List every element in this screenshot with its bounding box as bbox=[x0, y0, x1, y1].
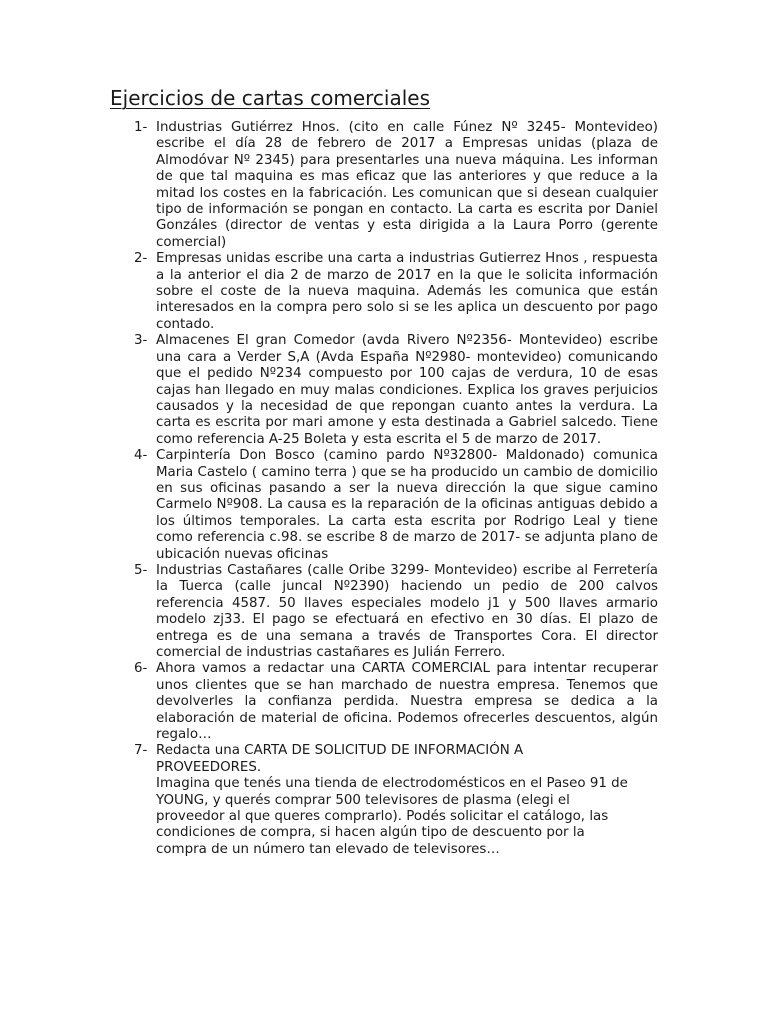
exercise-number: 2- bbox=[134, 251, 148, 267]
exercise-number: 6- bbox=[134, 661, 148, 677]
exercise-number: 5- bbox=[134, 562, 148, 578]
exercise-line: Imagina que tenés una tienda de electrodomésticos en el Paseo 91 de bbox=[156, 776, 628, 792]
exercise-text: Almacenes El gran Comedor (avda Rivero Nº2356- Montevideo) escribe una cara a Verder S,A (Avda España Nº2980- montevideo) comunicando que el pedido Nº234 compuesto por 100 cajas de verdura, 10 de esas cajas han llegado en muy malas condiciones. Explica los graves perjuicios causados y la necesidad de que repongan cuanto antes la verdura. La carta es escrita por mari amone y esta destinada a Gabriel salcedo. Tiene como referencia A-25 Boleta y esta escrita el 5 de marzo de 2017. bbox=[156, 333, 658, 447]
document-title: Ejercicios de cartas comerciales bbox=[110, 86, 430, 110]
exercise-number: 4- bbox=[134, 448, 148, 464]
exercise-number: 1- bbox=[134, 120, 148, 135]
exercise-item-7 bbox=[134, 743, 658, 858]
exercise-item-2 bbox=[134, 251, 658, 333]
exercise-line: Redacta una CARTA DE SOLICITUD DE INFORMACIÓN A bbox=[156, 743, 524, 759]
exercise-item-5 bbox=[134, 563, 658, 661]
exercise-text: Industrias Castañares (calle Oribe 3299- Montevideo) escribe al Ferretería la Tuerca (calle juncal Nº2390) haciendo un pedio de 200 calvos referencia 4587. 50 llaves especiales modelo j1 y 500 llaves armario modelo zj33. El pago se efectuará en efectivo en 30 días. El plazo de entrega es de una semana a través de Transportes Cora. El director comercial de industrias castañares es Julián Ferrero. bbox=[156, 562, 658, 660]
exercise-text: Empresas unidas escribe una carta a industrias Gutierrez Hnos , respuesta a la anterior el dia 2 de marzo de 2017 en la que le solicita información sobre el coste de la nueva maquina. Además les comunica que están interesados en la compra pero solo si se les aplica un descuento por pago contado. bbox=[156, 251, 658, 332]
exercise-line: PROVEEDORES. bbox=[156, 759, 262, 775]
exercise-text: Industrias Gutiérrez Hnos. (cito en calle Fúnez Nº 3245- Montevideo) escribe el día 28 de febrero de 2017 a Empresas unidas (plaza de Almodóvar Nº 2345) para presentarles una nueva máquina. Les informan de que tal maquina es mas eficaz que las anteriores y que reduce a la mitad los costes en la fabricación. Les comunican que si desean cualquier tipo de información se pongan en contacto. La carta es escrita por Daniel Gonzáles (director de ventas y esta dirigida a la Laura Porro (gerente comercial) bbox=[156, 120, 658, 250]
exercise-item-4 bbox=[134, 448, 658, 563]
exercise-number: 7- bbox=[134, 743, 148, 759]
exercise-list bbox=[134, 120, 658, 858]
exercise-item-3 bbox=[134, 333, 658, 448]
exercise-text: Carpintería Don Bosco (camino pardo Nº32800- Maldonado) comunica Maria Castelo ( camino terra ) que se ha producido un cambio de domicilio en sus oficinas pasando a ser la nueva dirección la que sigue camino Carmelo Nº908. La causa es la reparación de la oficinas antiguas debido a los últimos temporales. La carta esta escrita por Rodrigo Leal y tiene como referencia c.98. se escribe 8 de marzo de 2017- se adjunta plano de ubicación nuevas oficinas bbox=[156, 448, 658, 562]
exercise-text: Ahora vamos a redactar una CARTA COMERCIAL para intentar recuperar unos clientes que se han marchado de nuestra empresa. Tenemos que devolverles la confianza perdida. Nuestra empresa se dedica a la elaboración de material de oficina. Podemos ofrecerles descuentos, algún regalo… bbox=[156, 661, 658, 743]
exercise-item-6 bbox=[134, 661, 658, 743]
exercise-number: 3- bbox=[134, 333, 148, 349]
exercise-line: proveedor al que queres comprarlo). Podés solicitar el catálogo, las bbox=[156, 809, 609, 825]
exercise-line: YOUNG, y querés comprar 500 televisores de plasma (elegi el bbox=[156, 792, 570, 808]
exercise-item-1 bbox=[134, 120, 658, 251]
exercise-line: compra de un número tan elevado de televisores… bbox=[156, 841, 500, 857]
exercise-line: condiciones de compra, si hacen algún tipo de descuento por la bbox=[156, 825, 585, 841]
